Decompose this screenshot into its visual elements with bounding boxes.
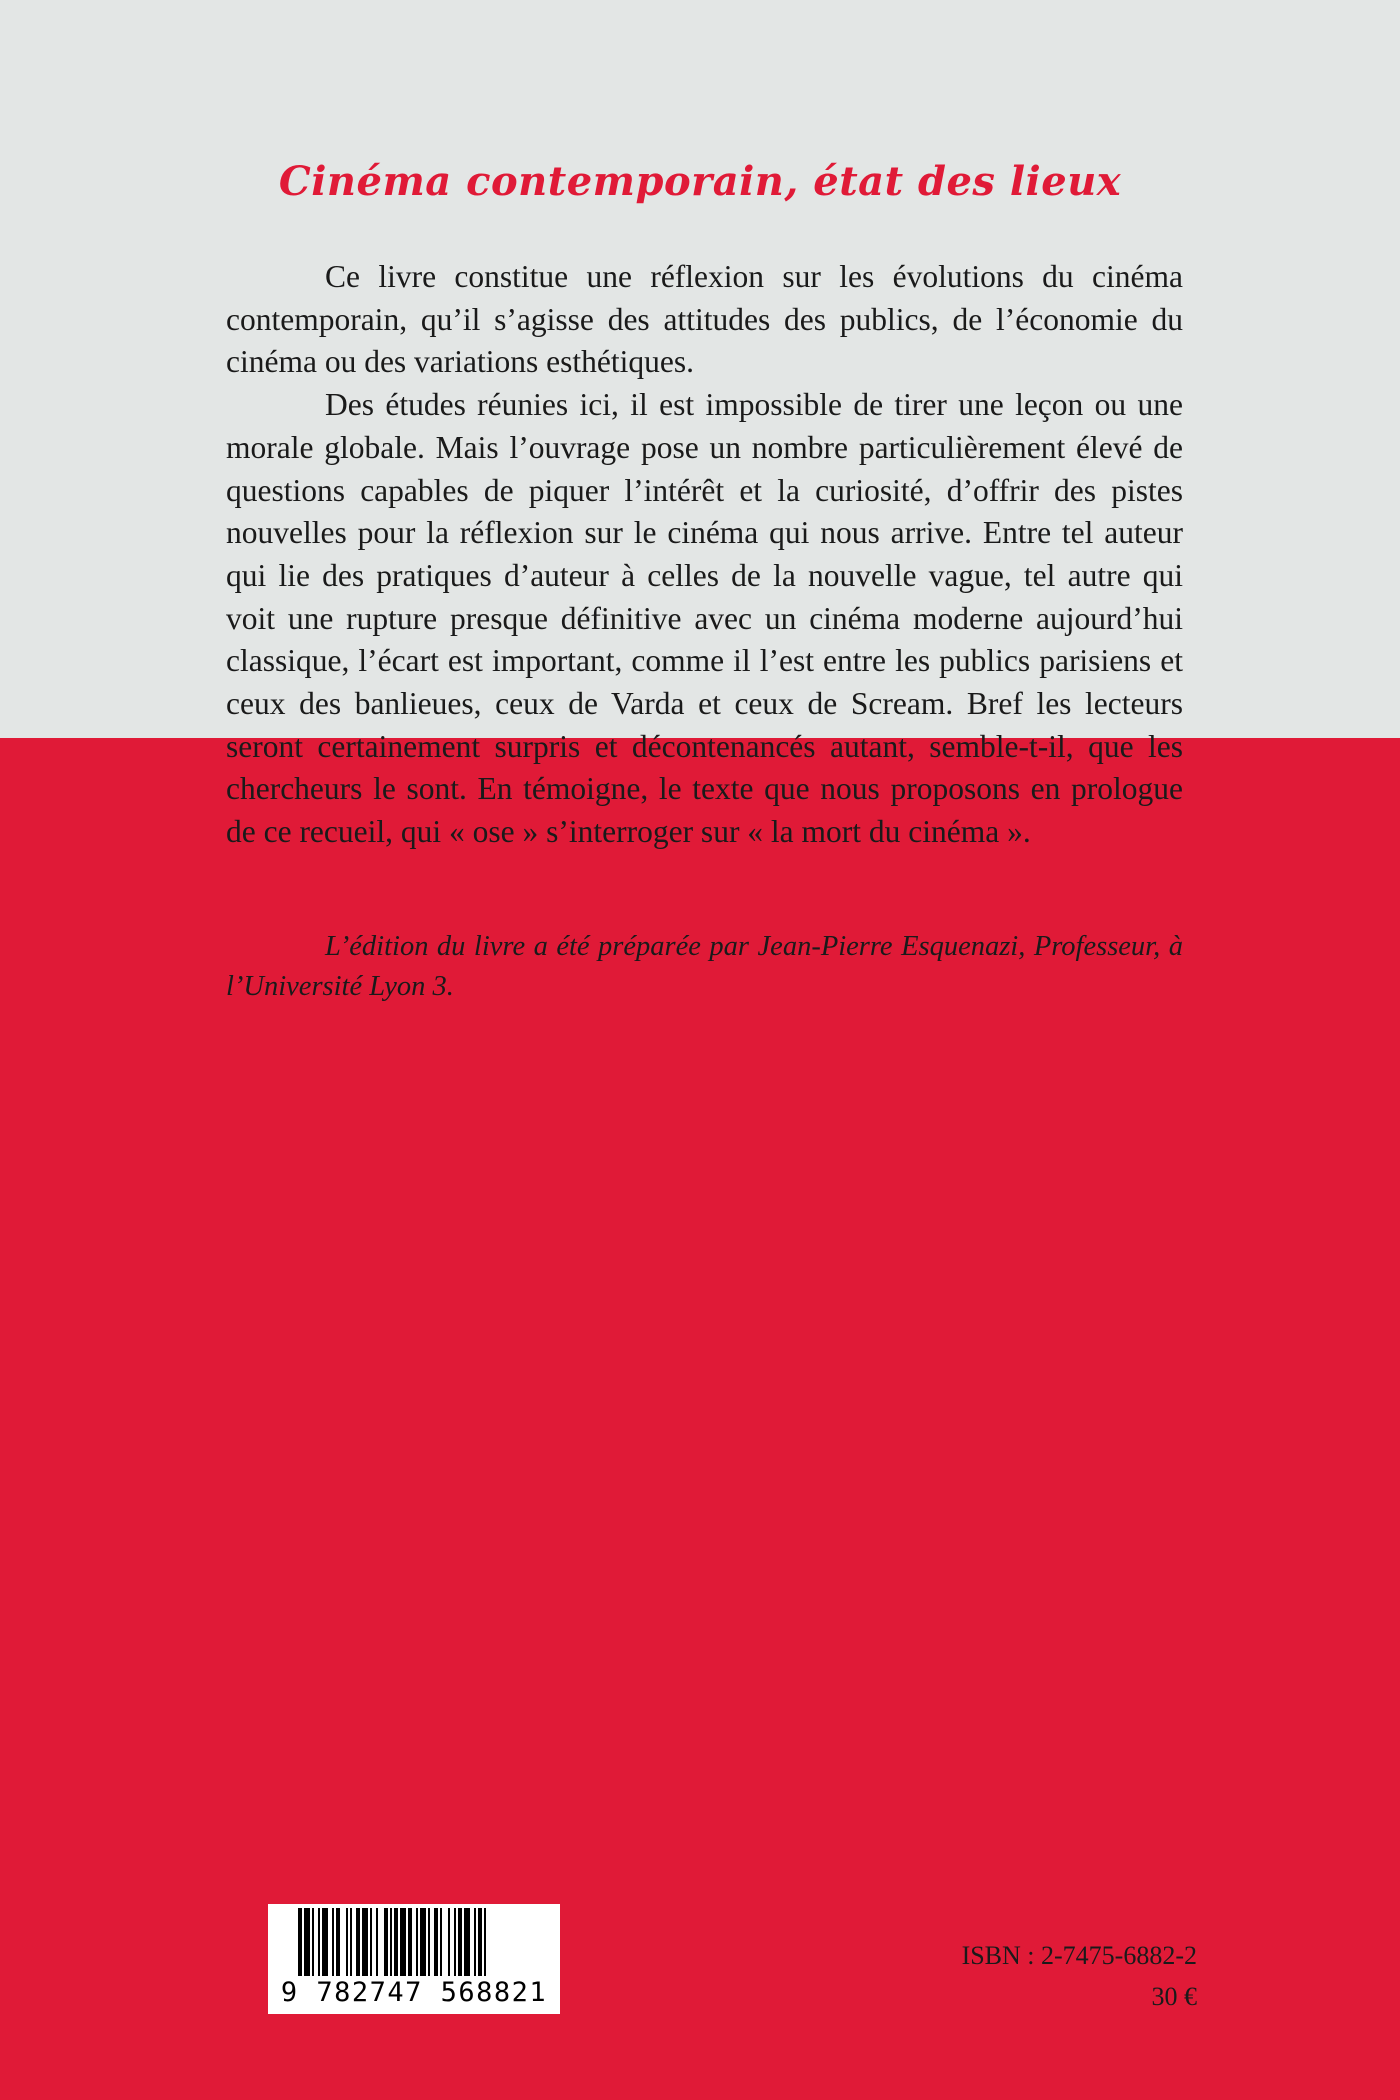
barcode-bar: [428, 1908, 430, 1976]
barcode-bar: [400, 1908, 406, 1976]
barcode-bar: [390, 1908, 392, 1976]
barcode-bar: [434, 1908, 438, 1976]
barcode-bar: [416, 1908, 418, 1976]
barcode-bar: [312, 1908, 314, 1976]
barcode-bar: [318, 1908, 320, 1976]
barcode-bar: [484, 1908, 486, 1976]
barcode-bar: [346, 1908, 348, 1976]
barcode-bar: [458, 1908, 462, 1976]
barcode-bar: [370, 1908, 372, 1976]
barcode-bar: [362, 1908, 368, 1976]
blurb-paragraph-2: Des études réunies ici, il est impossible de tirer une leçon ou une morale globale. Mais l’ouvrage pose un nombre particulièrement élevé de questions capables de piquer l’intérêt et la curiosité, d’offrir des pistes nouvelles pour la réflexion sur le cinéma qui nous arrive. Entre tel auteur qui lie des pratiques d’auteur à celles de la nouvelle vague, tel autre qui voit une rupture presque définitive avec un cinéma moderne aujourd’hui classique, l’écart est important, comme il l’est entre les publics parisiens et ceux des banlieues, ceux de Varda et ceux de Scream. Bref les lecteurs seront certainement surpris et décontenancés autant, semble-t-il, que les chercheurs le sont. En témoigne, le texte que nous proposons en prologue de ce recueil, qui « ose » s’interroger sur « la mort du cinéma ».: [226, 387, 1183, 850]
barcode-bar: [394, 1908, 398, 1976]
barcode-bar: [464, 1908, 470, 1976]
barcode-bar: [474, 1908, 476, 1976]
barcode-bars-graphic: [298, 1908, 530, 1976]
barcode-bar: [454, 1908, 456, 1976]
barcode-bar: [440, 1908, 442, 1976]
blurb-paragraph-1: Ce livre constitue une réflexion sur les évolutions du cinéma contemporain, qu’il s’agisse des attitudes des publics, de l’économie du cinéma ou des variations esthétiques.: [226, 259, 1183, 380]
barcode-bar: [408, 1908, 412, 1976]
isbn-number: ISBN : 2-7475-6882-2: [961, 1941, 1197, 1970]
barcode-bar: [448, 1908, 450, 1976]
barcode-bar: [304, 1908, 310, 1976]
barcode-bar: [356, 1908, 360, 1976]
cover-title: Cinéma contemporain, état des lieux: [278, 158, 1122, 205]
barcode-bar: [322, 1908, 328, 1976]
price: 30 €: [1151, 1982, 1197, 2011]
barcode: [268, 1904, 560, 2014]
barcode-bar: [478, 1908, 482, 1976]
barcode-bar: [350, 1908, 352, 1976]
barcode-bar: [384, 1908, 388, 1976]
barcode-digits: 9 782747 568821: [280, 1977, 548, 2008]
editor-credit: L’édition du livre a été préparée par Jean-Pierre Esquenazi, Professeur, à l’Université Lyon 3.: [226, 931, 1183, 1002]
barcode-bar: [336, 1908, 340, 1976]
blurb-text: [226, 256, 1183, 854]
barcode-bar: [332, 1908, 334, 1976]
barcode-bar: [376, 1908, 378, 1976]
barcode-bar: [420, 1908, 426, 1976]
barcode-bar: [298, 1908, 302, 1976]
